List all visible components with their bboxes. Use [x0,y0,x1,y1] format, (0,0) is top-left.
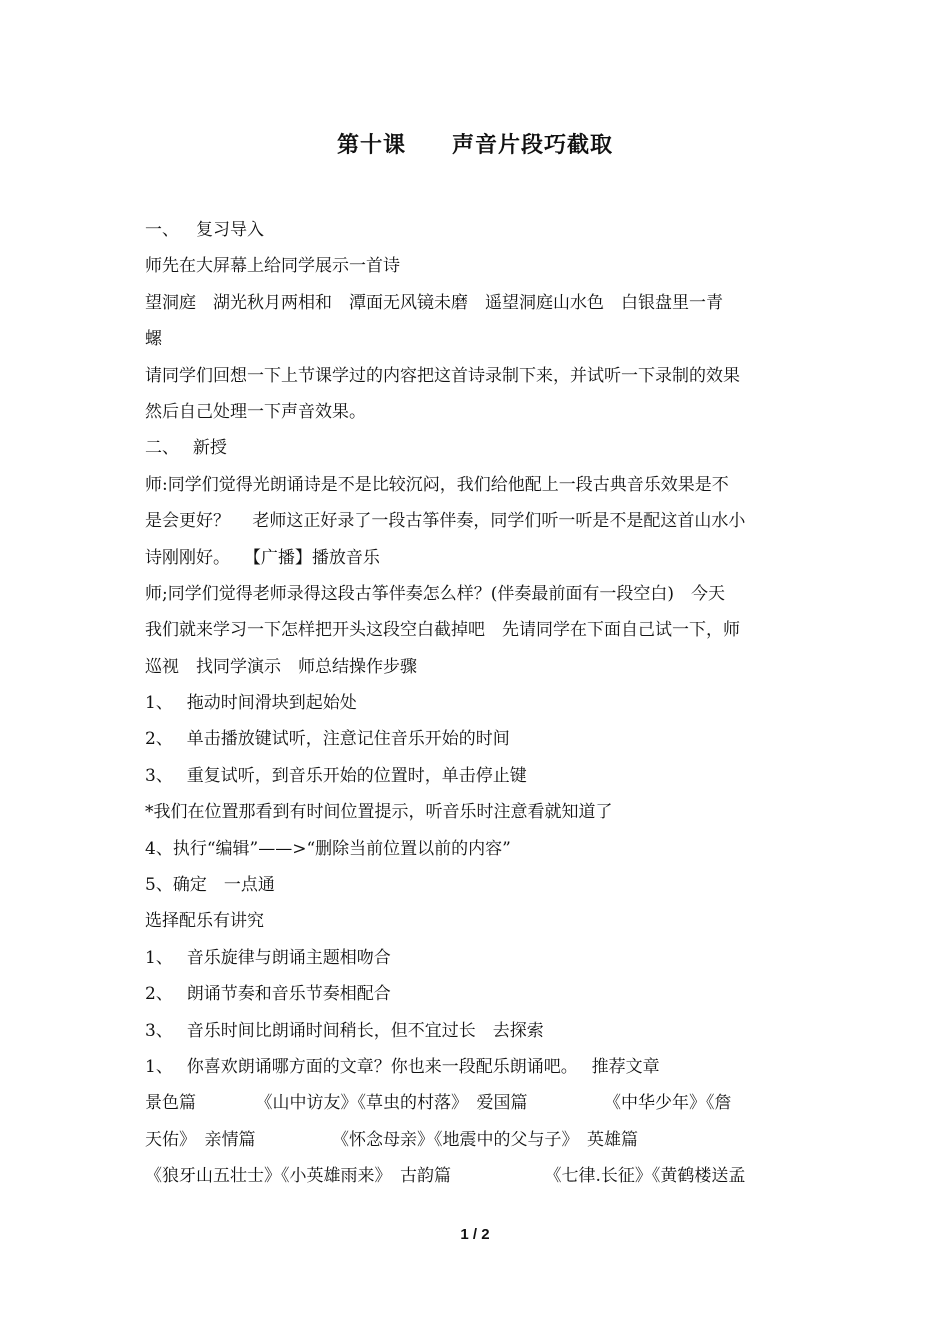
section-heading-review: 一、 复习导入 [145,220,264,240]
recommendation-line: 《狼牙山五壮士》《小英雄雨来》 古韵篇 《七律.长征》《黄鹤楼送孟 [145,1166,746,1187]
note-line: *我们在位置那看到有时间位置提示，听音乐时注意看就知道了 [145,802,613,823]
list-item: 2、 朗诵节奏和音乐节奏相配合 [145,984,391,1005]
list-item: 1、 音乐旋律与朗诵主题相吻合 [145,947,391,968]
section-heading-new: 二、 新授 [145,438,227,459]
poem-line-continued: 螺 [145,329,162,350]
paragraph-line: 然后自己处理一下声音效果。 [145,401,366,422]
paragraph-line: 诗刚刚好。 【广播】播放音乐 [145,547,380,568]
body-text [145,212,810,1195]
list-item: 1、 拖动时间滑块到起始处 [145,693,357,714]
list-item: 3、 音乐时间比朗诵时间稍长，但不宜过长 去探索 [145,1020,544,1041]
list-item: 2、 单击播放键试听，注意记住音乐开始的时间 [145,729,510,750]
paragraph-line: 师:同学们觉得光朗诵诗是不是比较沉闷，我们给他配上一段古典音乐效果是不 [145,474,729,495]
paragraph-line: 请同学们回想一下上节课学过的内容把这首诗录制下来，并试听一下录制的效果 [145,365,740,386]
paragraph-line: 师先在大屏幕上给同学展示一首诗 [145,256,400,277]
page-number: 1 / 2 [460,1226,490,1243]
recommendation-line: 天佑》 亲情篇 《怀念母亲》《地震中的父与子》 英雄篇 [145,1129,638,1150]
list-item: 5、确定 一点通 [145,875,275,896]
page-title [0,128,950,159]
subheading-line: 选择配乐有讲究 [145,911,264,932]
paragraph-line: 我们就来学习一下怎样把开头这段空白截掉吧 先请同学在下面自己试一下，师 [145,620,740,641]
paragraph-line: 是会更好？ 老师这正好录了一段古筝伴奏，同学们听一听是不是配这首山水小 [145,511,746,532]
list-item: 4、执行“编辑”——>“删除当前位置以前的内容” [145,838,511,859]
title-lesson-name: 声音片段巧截取 [452,132,614,158]
recommendation-line: 景色篇 《山中访友》《草虫的村落》 爱国篇 《中华少年》《詹 [145,1093,732,1114]
list-item: 3、 重复试听，到音乐开始的位置时，单击停止键 [145,765,527,786]
poem-line: 望洞庭 湖光秋月两相和 潭面无风镜未磨 遥望洞庭山水色 白银盘里一青 [145,292,723,313]
title-lesson-number: 第十课 [336,132,406,158]
paragraph-line: 巡视 找同学演示 师总结操作步骤 [145,656,417,677]
paragraph-line: 师;同学们觉得老师录得这段古筝伴奏怎么样？(伴奏最前面有一段空白) 今天 [145,583,725,604]
list-item: 1、 你喜欢朗诵哪方面的文章？你也来一段配乐朗诵吧。 推荐文章 [145,1056,660,1077]
